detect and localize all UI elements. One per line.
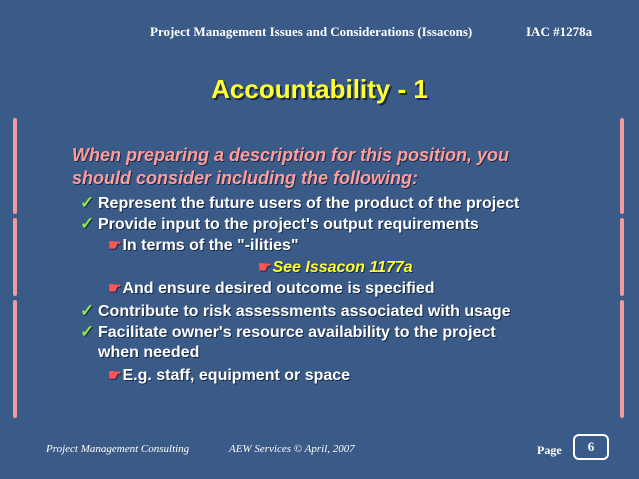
sub-bullet-ensure-outcome — [108, 279, 435, 298]
intro-text — [72, 144, 509, 190]
issacon-reference: See Issacon 1177a — [272, 259, 413, 276]
header-title: Project Management Issues and Considerations (Issacons) — [150, 24, 473, 39]
right-rail-middle — [620, 218, 624, 296]
pointing-hand-icon: ☛ — [108, 280, 122, 297]
bullet-provide-input — [80, 214, 479, 234]
check-icon: ✓ — [80, 193, 95, 212]
sub-sub-bullet-see-issacon — [258, 258, 413, 277]
document-code: IAC #1278a — [526, 24, 593, 39]
bullet-text: In terms of the "-ilities" — [122, 237, 299, 254]
bullet-text: when needed — [98, 344, 200, 361]
bullet-text: And ensure desired outcome is specified — [122, 280, 435, 297]
bullet-continuation — [98, 344, 199, 362]
slide-title: Accountability - 1 — [211, 74, 428, 104]
pointing-hand-icon: ☛ — [108, 367, 122, 384]
page-number: 6 — [573, 434, 609, 460]
left-rail-bottom — [13, 300, 17, 418]
right-rail-top — [620, 118, 624, 214]
bullet-text: Represent the future users of the product of the project — [98, 195, 520, 212]
page-label: Page — [537, 443, 562, 457]
intro-line-1: When preparing a description for this position, you — [72, 145, 510, 165]
footer-company: Project Management Consulting — [46, 443, 190, 455]
intro-line-2: should consider including the following: — [72, 168, 418, 188]
bullet-text: E.g. staff, equipment or space — [122, 367, 351, 384]
sub-bullet-ilities — [108, 236, 299, 255]
right-rail-bottom — [620, 300, 624, 418]
bullet-text: Contribute to risk assessments associated with usage — [98, 303, 511, 320]
left-rail-top — [13, 118, 17, 214]
bullet-facilitate-resources — [80, 322, 496, 342]
pointing-hand-icon: ☛ — [108, 237, 122, 254]
check-icon: ✓ — [80, 322, 95, 341]
bullet-text: Provide input to the project's output requirements — [98, 216, 479, 233]
left-rail-middle — [13, 218, 17, 296]
sub-bullet-examples — [108, 366, 350, 385]
check-icon: ✓ — [80, 301, 95, 320]
pointing-hand-icon: ☛ — [258, 259, 272, 276]
bullet-text: Facilitate owner's resource availability to the project — [98, 324, 496, 341]
footer-copyright: AEW Services © April, 2007 — [229, 443, 355, 455]
bullet-represent-users — [80, 193, 519, 213]
bullet-risk-assessments — [80, 301, 511, 321]
check-icon: ✓ — [80, 214, 95, 233]
